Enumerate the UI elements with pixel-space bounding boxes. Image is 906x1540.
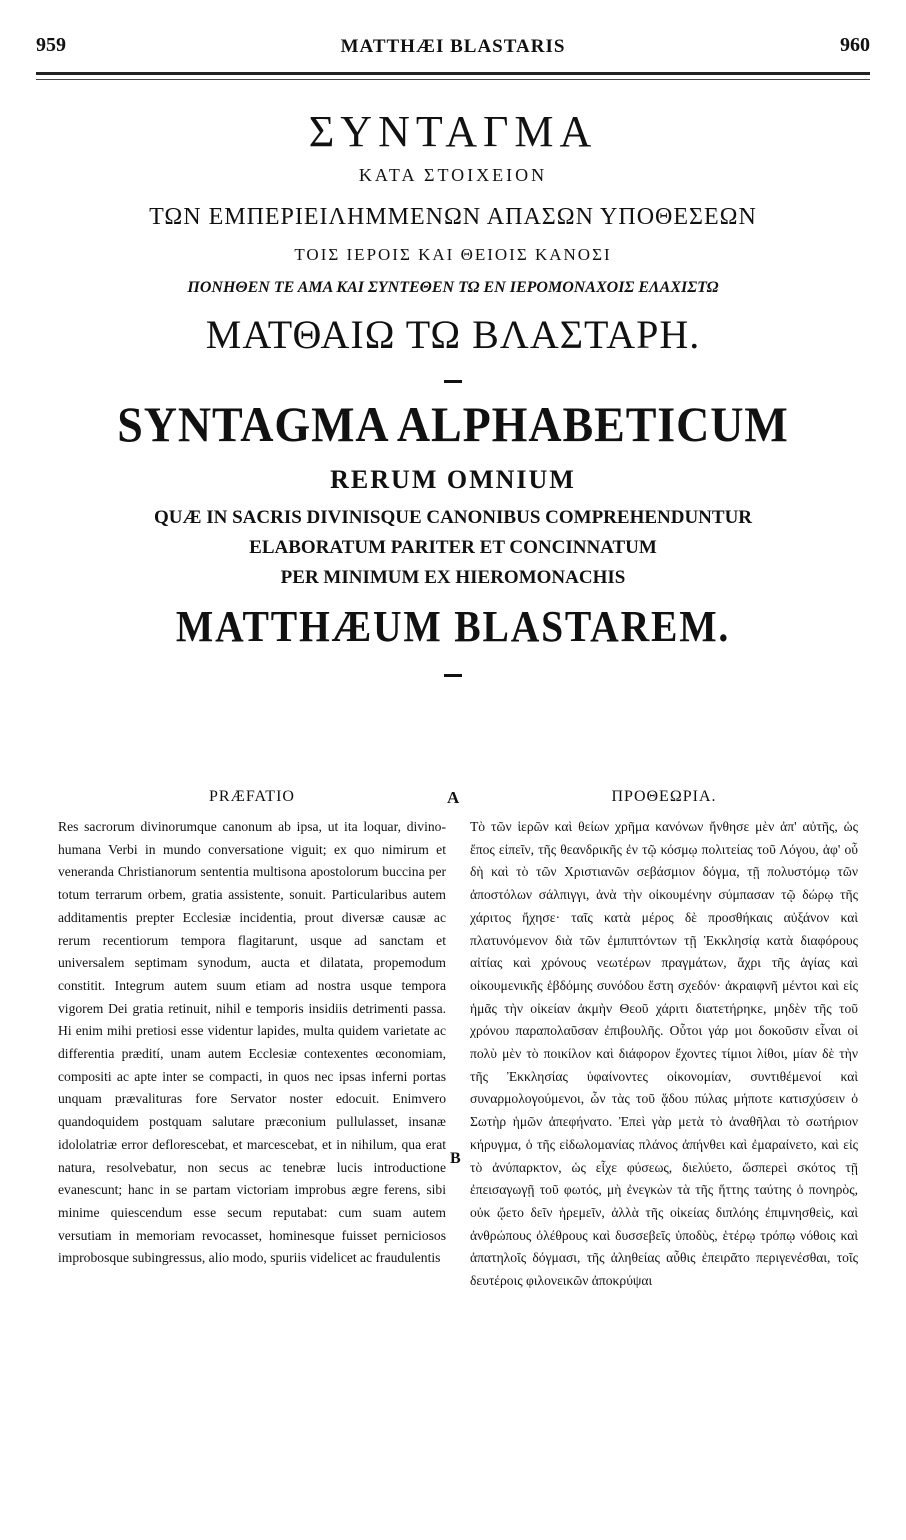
column-marker-a: A <box>447 788 460 807</box>
greek-title: ΣΥΝΤΑΓΜΑ <box>308 107 598 156</box>
page-number-left: 959 <box>36 34 66 56</box>
left-column-heading: PRÆFATIO <box>209 788 295 805</box>
left-column <box>58 788 446 1270</box>
greek-subtitle-1: ΚΑΤΑ ΣΤΟΙΧΕΙΟΝ <box>358 165 548 185</box>
latin-author: MATTHÆUM BLASTAREM. <box>175 602 731 651</box>
latin-subtitle-1: RERUM OMNIUM <box>330 465 576 494</box>
right-column-text: Τὸ τῶν ἱερῶν καὶ θείων χρῆμα κανόνων ἤνθησε μὲν ἀπ' αὐτῆς, ὡς ἔπος εἰπεῖν, τῆς θεανδρικῆς ἐν τῷ κόσμῳ πολιτείας τοῦ Λόγου, ἀφ' οὗ δὴ καὶ τὸ τῶν Χριστιανῶν σεβάσμιον δόγμα, τῇ πολυστόμῳ τῶν ἀποστόλων σάλπιγγι, ἀνὰ τὴν οἰκουμένην σύμπασαν τῷ δώρῳ τῆς χάριτος ἤχησε· ταῖς κατὰ μέρος δὲ προσθήκαις αὐξάνον καὶ πλατυνόμενον διὰ τῶν ἐμπιπτόντων τῇ Ἐκκλησίᾳ κατὰ διαφόρους αἰτίας καὶ χρόνους νεωτέρων πραγμάτων, ἄχρι τῆς ἁγίας καὶ οἰκουμενικῆς ἑβδόμης συνόδου ἔστη σχεδόν· ἀκραιφνῆ μέντοι καὶ εἰς ἡμᾶς τὴν οἰκείαν ἀκμὴν Θεοῦ χάριτι διατετήρηκε, μηδὲν τῆς τοῦ χρόνου παραπολαῦσαν ἐπιβουλῆς. Οὗτοι γάρ μοι δοκοῦσιν εἶναι οἱ πολὺ μὲν τὸ ποικίλον καὶ διάφορον ἔχοντες τίμιοι λίθοι, μίαν δὲ τὴν τῆς Ἐκκλησίας ὑφαίνοντες οἰκονομίαν, συντιθέμενοί καὶ συναρμολογούμενοι, ὧν τὰς τοῦ ᾅδου πύλας μήποτε κατισχύσειν ὁ Σωτὴρ ἡμῶν ἀπεφήνατο. Ἐπεὶ γὰρ μετὰ τὸ ἀναθῆλαι τὸ σωτήριον κήρυγμα, ὁ τῆς εἰδωλομανίας πλάνος ἀπήνθει καὶ ἐμαραίνετο, καὶ εἰς τὸ ἀνύπαρκτον, ὡς εἶχε φύσεως, διελύετο, ὥσπερεὶ σκότος τῇ ἐπεισαγωγῇ τοῦ φωτός, μὴ ἐνεγκὼν τὰ τῆς ἥττης ταύτης ὁ πονηρὸς, οὐκ ᾤετο δεῖν ἠρεμεῖν, ἀλλὰ τῆς οἰκείας διπλόης ἐπιμνησθεὶς, καὶ ἀνθρώπους ὀλέθρους καὶ δυσσεβεῖς ὑποδὺς, ἑτέρῳ τρόπῳ νόθοις καὶ ἀπατηλοῖς δόγμασι, τῆς ἀληθείας αὖθις ἐπειρᾶτο περιγενέσθαι, τοῖς δευτέροις φιλονεικῶν ἀποκρύψαι <box>470 819 858 1289</box>
right-column-heading: ΠΡΟΘΕΩΡΙΑ. <box>611 788 717 805</box>
title-block <box>40 100 866 677</box>
greek-subtitle-2: ΤΩΝ ΕΜΠΕΡΙΕΙΛΗΜΜΕΝΩΝ ΑΠΑΣΩΝ ΥΠΟΘΕΣΕΩΝ <box>149 204 757 230</box>
column-marker-b: B <box>450 1150 461 1167</box>
running-head <box>36 30 870 66</box>
greek-subtitle-3: ΤΟΙΣ ΙΕΡΟΙΣ ΚΑΙ ΘΕΙΟΙΣ ΚΑΝΟΣΙ <box>294 245 612 264</box>
header-rule-thin <box>36 79 870 80</box>
latin-title: SYNTAGMA ALPHABETICUM <box>117 396 789 452</box>
title-separator-dash <box>444 380 462 383</box>
latin-subtitle-2: QUÆ IN SACRIS DIVINISQUE CANONIBUS COMPREHENDUNTUR <box>153 507 753 528</box>
page-number-right: 960 <box>840 34 870 56</box>
latin-subtitle-4: PER MINIMUM EX HIEROMONACHIS <box>280 567 626 588</box>
greek-author: ΜΑΤΘΑΙΩ ΤΩ ΒΛΑΣΤΑΡΗ. <box>205 312 701 357</box>
header-rule <box>36 72 870 75</box>
title-separator-dash-2 <box>444 674 462 677</box>
running-title: MATTHÆI BLASTARIS <box>340 36 566 57</box>
latin-subtitle-3: ELABORATUM PARITER ET CONCINNATUM <box>249 537 657 558</box>
greek-subtitle-4: ΠΟΝΗΘΕΝ ΤΕ ΑΜΑ ΚΑΙ ΣΥΝΤΕΘΕΝ ΤΩ ΕΝ ΙΕΡΟΜΟΝΑΧΟΙΣ ΕΛΑΧΙΣΤΩ <box>187 279 719 296</box>
left-column-text: Res sacrorum divinorumque canonum ab ipsa, ut ita loquar, divino-humana Verbi in mundo conversatione viguit; ex quo nimirum et veneranda Christianorum sententia multisona apostolorum buccina per totum terrarum orbem, gratia assistente, sonuit. Particularibus autem additamentis prepter Ecclesiæ incidentia, prout diversæ causæ ac rerum recentiorum tempora flagitarunt, usque ad sanctam et universalem septimam synodum, aucta et dilatata, propemodum constitit. Integrum autem suum etiam ad nostra usque tempora vigorem Dei gratia retinuit, nihil e temporis insidiis detrimenti passa. Hi enim mihi pretiosi esse videntur lapides, multa quidem varietate ac differentia prædití, unam autem Ecclesiæ contexentes œconomiam, compositi ac apte inter se compacti, in quos nec ipsas inferni portas unquam prævalituras fore Servator noster edocuit. Enimvero quandoquidem postquam salutare præconium pullulasset, insanæ idololatriæ error deflorescebat, et marcescebat, et in nihilum, qua erat natura, resolvebatur, non secus ac tenebræ lucis introductione evanescunt; hanc in se partam victoriam improbus ægre ferens, sibi minime quiescendum esse secum reputabat: cum suam autem versutiam in memoriam revocasset, hominesque fuisset perniciosos improbosque subingressus, alio modo, spuriis videlicet ac fraudulentis <box>58 819 446 1266</box>
right-column <box>470 788 858 1293</box>
